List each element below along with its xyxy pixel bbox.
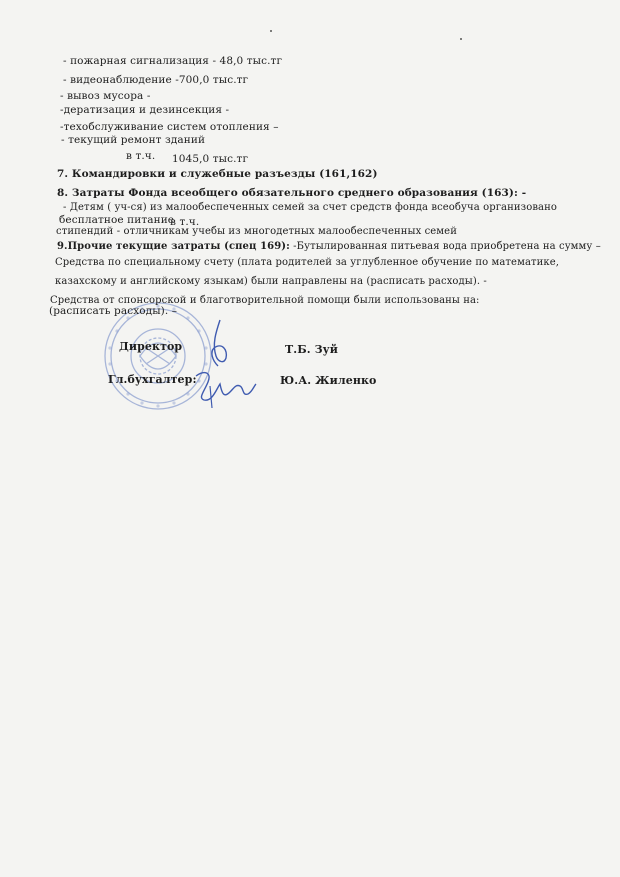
scan-speck [270, 30, 272, 32]
text-line: казахскому и английскому языкам) были направлены на (расписать расходы). - [55, 276, 487, 287]
director-label: Директор [119, 340, 183, 353]
text-line: - Детям ( уч-ся) из малообеспеченных семей за счет средств фонда всеобуча организовано [63, 202, 557, 213]
text-line: - пожарная сигнализация - 48,0 тыс.тг [63, 55, 283, 67]
section-heading-bold: 9.Прочие текущие затраты (спец 169): [57, 241, 290, 252]
section-heading [57, 241, 601, 253]
text-line: (расписать расходы). – [49, 305, 178, 317]
accountant-label: Гл.бухгалтер: [108, 373, 197, 386]
text-line: в т.ч. [170, 216, 200, 228]
text-line: 1045,0 тыс.тг [172, 153, 249, 165]
director-name: Т.Б. Зуй [285, 343, 339, 356]
text-line: - вывоз мусора - [60, 90, 151, 102]
text-line: -дератизация и дезинсекция - [60, 104, 230, 116]
section-heading: 8. Затраты Фонда всеобщего обязательного среднего образования (163): - [57, 187, 527, 199]
text-line: - текущий ремонт зданий [61, 134, 206, 146]
section-heading: 7. Командировки и служебные разъезды (161,162) [57, 168, 378, 180]
accountant-name: Ю.А. Жиленко [280, 374, 377, 387]
section-heading-rest: -Бутылированная питьевая вода приобретена на сумму – [289, 241, 601, 252]
scan-speck [460, 38, 462, 40]
accountant-signature-mark [190, 362, 260, 412]
text-line: стипендий - отличникам учебы из многодетных малообеспеченных семей [56, 226, 457, 237]
text-line: Средства по специальному счету (плата родителей за углубленное обучение по математике, [55, 257, 560, 268]
text-line: бесплатное питание [59, 214, 175, 226]
text-line: в т.ч. [126, 150, 156, 162]
text-line: -техобслуживание систем отопления – [60, 121, 279, 133]
text-line: Средства от спонсорской и благотворительной помощи были использованы на: [50, 295, 480, 306]
text-line: - видеонаблюдение -700,0 тыс.тг [63, 74, 249, 86]
